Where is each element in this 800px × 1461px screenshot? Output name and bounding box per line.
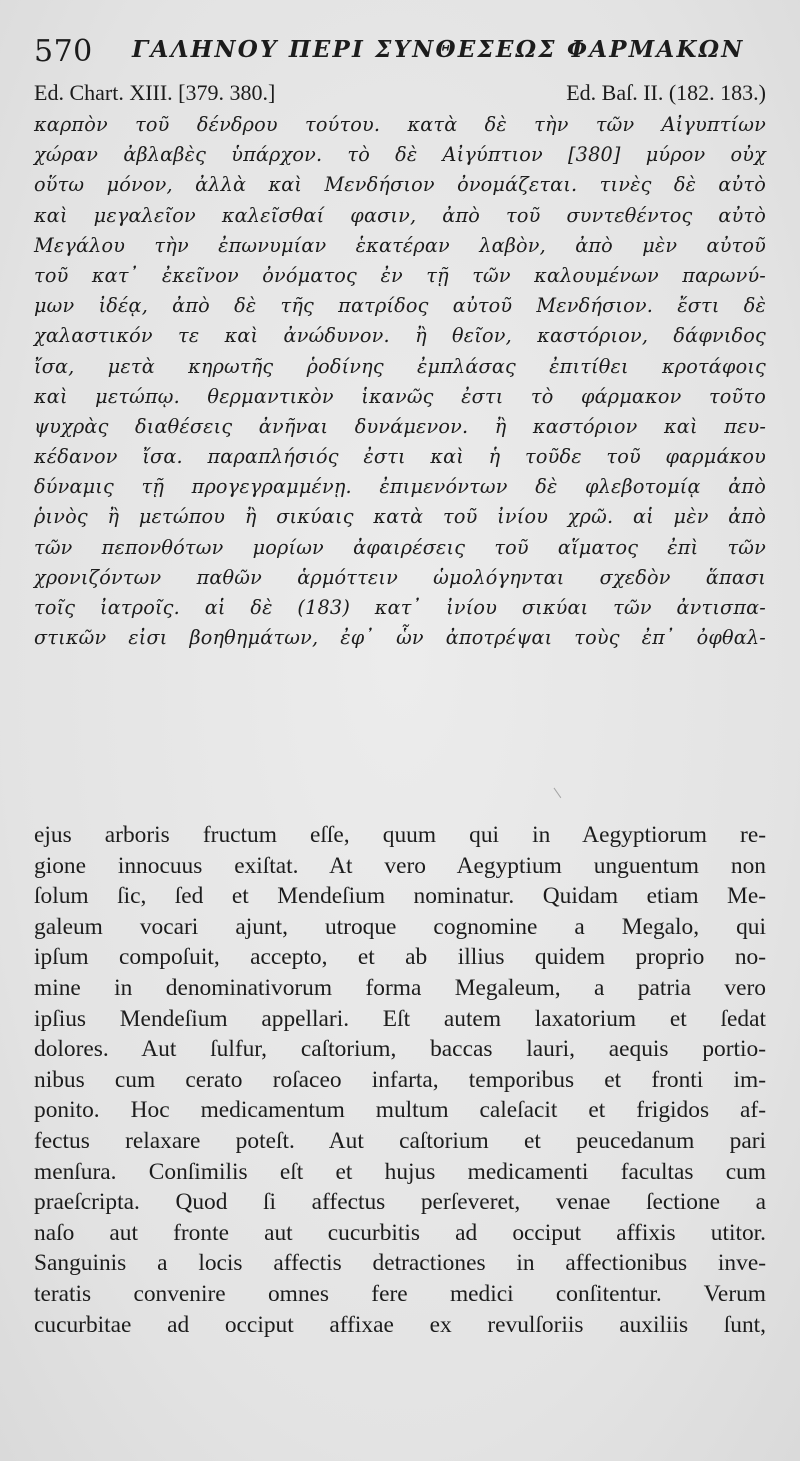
greek-line: μων ἰδέᾳ, ἀπὸ δὲ τῆς πατρίδος αὐτοῦ Μενδήσιον. ἔστι δὲ <box>34 294 766 318</box>
latin-line: cucurbitae ad occiput affixae ex revulſoriis auxiliis ſunt, <box>34 1311 766 1338</box>
greek-line: κέδανον ἴσα. παραπλήσιός ἐστι καὶ ἡ τοῦδε τοῦ φαρμάκου <box>34 445 766 469</box>
greek-line: χαλαστικόν τε καὶ ἀνώδυνον. ἢ θεῖον, καστόριον, δάφνιδος <box>34 324 766 348</box>
latin-line: ſolum ſic, ſed et Mendeſium nominatur. Quidam etiam Me- <box>34 883 766 910</box>
greek-line: χώραν ἀβλαβὲς ὑπάρχον. τὸ δὲ Αἰγύπτιον [380] μύρον οὐχ <box>34 143 766 167</box>
greek-line: Μεγάλου τὴν ἐπωνυμίαν ἑκατέραν λαβὸν, ἀπὸ μὲν αὐτοῦ <box>34 233 766 257</box>
edition-reference-line <box>34 80 766 108</box>
latin-line: menſura. Conſimilis eſt et hujus medicamenti facultas cum <box>34 1158 766 1185</box>
latin-line: ipſius Mendeſium appellari. Eſt autem laxatorium et ſedat <box>34 1005 766 1032</box>
latin-line: dolores. Aut ſulfur, caſtorium, baccas lauri, aequis portio- <box>34 1036 766 1063</box>
greek-line: δύναμις τῇ προγεγραμμένῃ. ἐπιμενόντων δὲ φλεβοτομίᾳ ἀπὸ <box>34 475 766 499</box>
greek-line: ῥινὸς ἢ μετώπου ἢ σικύαις κατὰ τοῦ ἰνίου χρῶ. αἱ μὲν ἀπὸ <box>34 505 766 529</box>
greek-line: χρονιζόντων παθῶν ἁρμόττειν ὡμολόγηνται σχεδὸν ἅπασι <box>34 565 766 589</box>
latin-line: praeſcripta. Quod ſi affectus perſeveret, venae ſectione a <box>34 1189 766 1216</box>
greek-line: ψυχρὰς διαθέσεις ἀνῆναι δυνάμενον. ἢ καστόριον καὶ πευ- <box>34 414 766 438</box>
greek-line: ἴσα, μετὰ κηρωτῆς ῥοδίνης ἐμπλάσας ἐπιτίθει κροτάφοις <box>34 354 766 378</box>
page-number: 570 <box>34 34 93 69</box>
latin-line: teratis convenire omnes fere medici conſitentur. Verum <box>34 1280 766 1307</box>
greek-line: τοῖς ἰατροῖς. αἱ δὲ (183) κατ᾽ ἰνίου σικύαι τῶν ἀντισπα- <box>34 596 766 619</box>
latin-line: ejus arboris fructum eſſe, quum qui in Aegyptiorum re- <box>34 822 766 848</box>
greek-line: τῶν πεπονθότων μορίων ἀφαιρέσεις τοῦ αἵματος ἐπὶ τῶν <box>34 535 766 559</box>
edition-chartier-ref: Ed. Chart. XIII. [379. 380.] <box>34 80 276 105</box>
greek-line: τοῦ κατ᾽ ἐκεῖνον ὀνόματος ἐν τῇ τῶν καλουμένων παρωνύ- <box>34 263 766 287</box>
greek-line: στικῶν εἰσι βοηθημάτων, ἐφ᾽ ὧν ἀποτρέψαι τοὺς ἐπ᾽ ὀφθαλ- <box>34 626 766 650</box>
latin-line: mine in denominativorum forma Megaleum, a patria vero <box>34 974 766 1001</box>
edition-basel-ref: Ed. Baſ. II. (182. 183.) <box>566 80 766 105</box>
greek-line: καὶ μεγαλεῖον καλεῖσθαί φασιν, ἀπὸ τοῦ συντεθέντος αὐτὸ <box>34 203 766 227</box>
page-header <box>34 28 774 68</box>
greek-line: οὕτω μόνον, ἀλλὰ καὶ Μενδήσιον ὀνομάζεται. τινὲς δὲ αὐτὸ <box>34 173 766 197</box>
running-title: ΓΑΛΗΝΟΥ ΠΕΡΙ ΣΥΝΘΕΣΕΩΣ ΦΑΡΜΑΚΩΝ <box>132 36 745 63</box>
greek-line: καὶ μετώπῳ. θερμαντικὸν ἱκανῶς ἐστι τὸ φάρμακον τοῦτο <box>34 384 766 408</box>
latin-text-block <box>34 820 766 1340</box>
latin-line: ipſum compoſuit, accepto, et ab illius quidem proprio no- <box>34 944 766 971</box>
latin-line: ponito. Hoc medicamentum multum caleſacit et frigidos af- <box>34 1097 766 1124</box>
latin-line: Sanguinis a locis affectis detractiones in affectionibus inve- <box>34 1250 766 1277</box>
latin-line: galeum vocari ajunt, utroque cognomine a Megalo, qui <box>34 913 766 940</box>
latin-line: gione innocuus exiſtat. At vero Aegyptium unguentum non <box>34 852 766 879</box>
greek-text-block <box>34 110 766 653</box>
latin-line: nibus cum cerato roſaceo infarta, temporibus et fronti im- <box>34 1066 766 1093</box>
latin-line: fectus relaxare poteſt. Aut caſtorium et peucedanum pari <box>34 1127 766 1154</box>
stray-ink-mark <box>554 782 570 798</box>
greek-line: καρπὸν τοῦ δένδρου τούτου. κατὰ δὲ τὴν τῶν Αἰγυπτίων <box>34 113 766 136</box>
latin-line: naſo aut fronte aut cucurbitis ad occiput affixis utitor. <box>34 1219 766 1246</box>
